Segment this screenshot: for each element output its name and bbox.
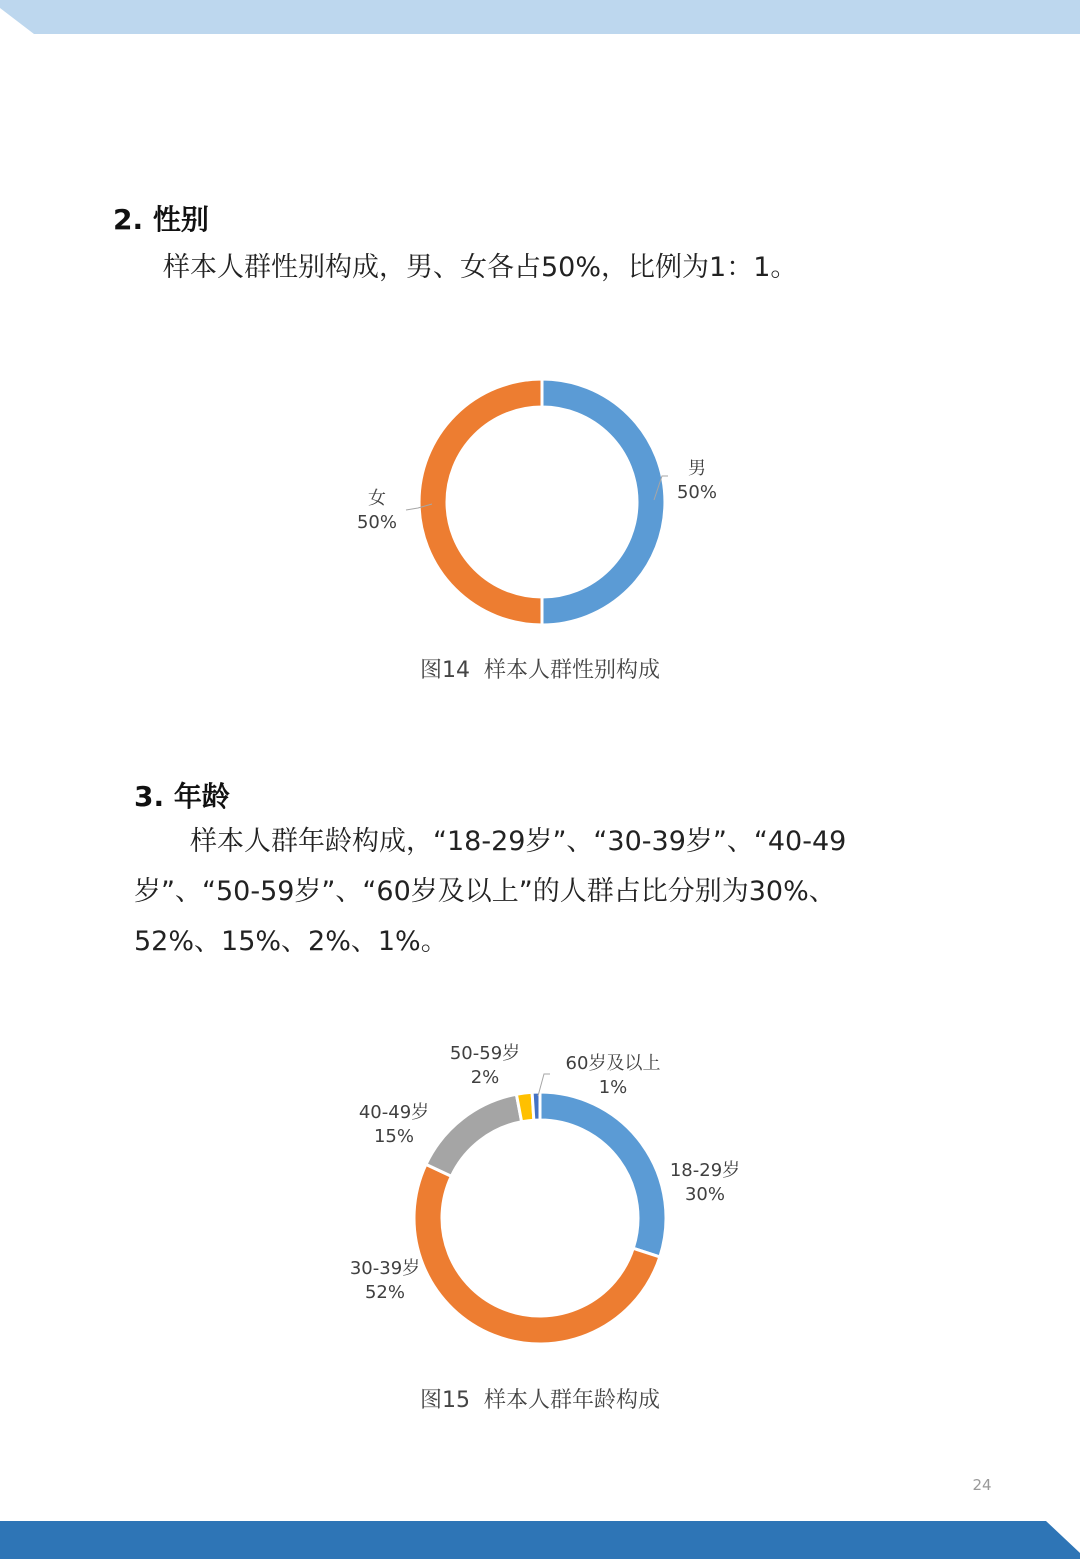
page-number: 24 — [972, 1476, 992, 1494]
slice-2 — [419, 379, 542, 625]
slice-1 — [542, 379, 665, 625]
slice-5 — [532, 1092, 540, 1120]
slice-label-5: 60岁及以上 — [565, 1053, 661, 1074]
slice-label-4: 50-59岁 — [449, 1043, 521, 1064]
slice-1 — [540, 1092, 666, 1257]
bottom-band-shape — [0, 1521, 1080, 1559]
top-band — [0, 0, 1080, 34]
slice-2 — [414, 1164, 660, 1344]
slice-value-2: 52% — [364, 1282, 406, 1303]
gender-paragraph — [163, 243, 797, 293]
gender-paragraph-line: 样本人群性别构成，男、女各占50%，比例为1：1。 — [163, 252, 798, 283]
gender-caption: 图14 样本人群性别构成 — [420, 658, 660, 683]
slice-label-2: 女 — [368, 488, 386, 509]
slice-label-3: 40-49岁 — [358, 1102, 430, 1123]
slice-value-4: 2% — [470, 1067, 500, 1088]
slice-value-2: 50% — [356, 512, 398, 533]
slice-label-1: 18-29岁 — [669, 1160, 741, 1181]
bottom-band — [0, 1521, 1080, 1559]
gender-donut-chart — [340, 368, 740, 638]
slice-value-3: 15% — [373, 1126, 415, 1147]
slice-label-1: 男 — [688, 458, 706, 479]
slice-3 — [426, 1094, 522, 1176]
top-band-shape — [0, 0, 1080, 34]
age-caption: 图15 样本人群年龄构成 — [420, 1388, 660, 1413]
age-donut-chart — [300, 1030, 780, 1360]
age-paragraph-line-1: 样本人群年龄构成，“18-29岁”、“30-39岁”、“40-49 — [190, 826, 847, 857]
slice-value-1: 30% — [684, 1184, 726, 1205]
slice-label-2: 30-39岁 — [349, 1258, 421, 1279]
age-paragraph-line-2: 岁”、“50-59岁”、“60岁及以上”的人群占比分别为30%、 — [134, 876, 836, 907]
slice-value-5: 1% — [598, 1077, 628, 1098]
age-paragraph-line-3: 52%、15%、2%、1%。 — [134, 926, 448, 957]
age-heading: 3. 年龄 — [134, 780, 230, 813]
slice-value-1: 50% — [676, 482, 718, 503]
gender-heading: 2. 性别 — [113, 203, 209, 236]
age-paragraph — [134, 817, 934, 967]
